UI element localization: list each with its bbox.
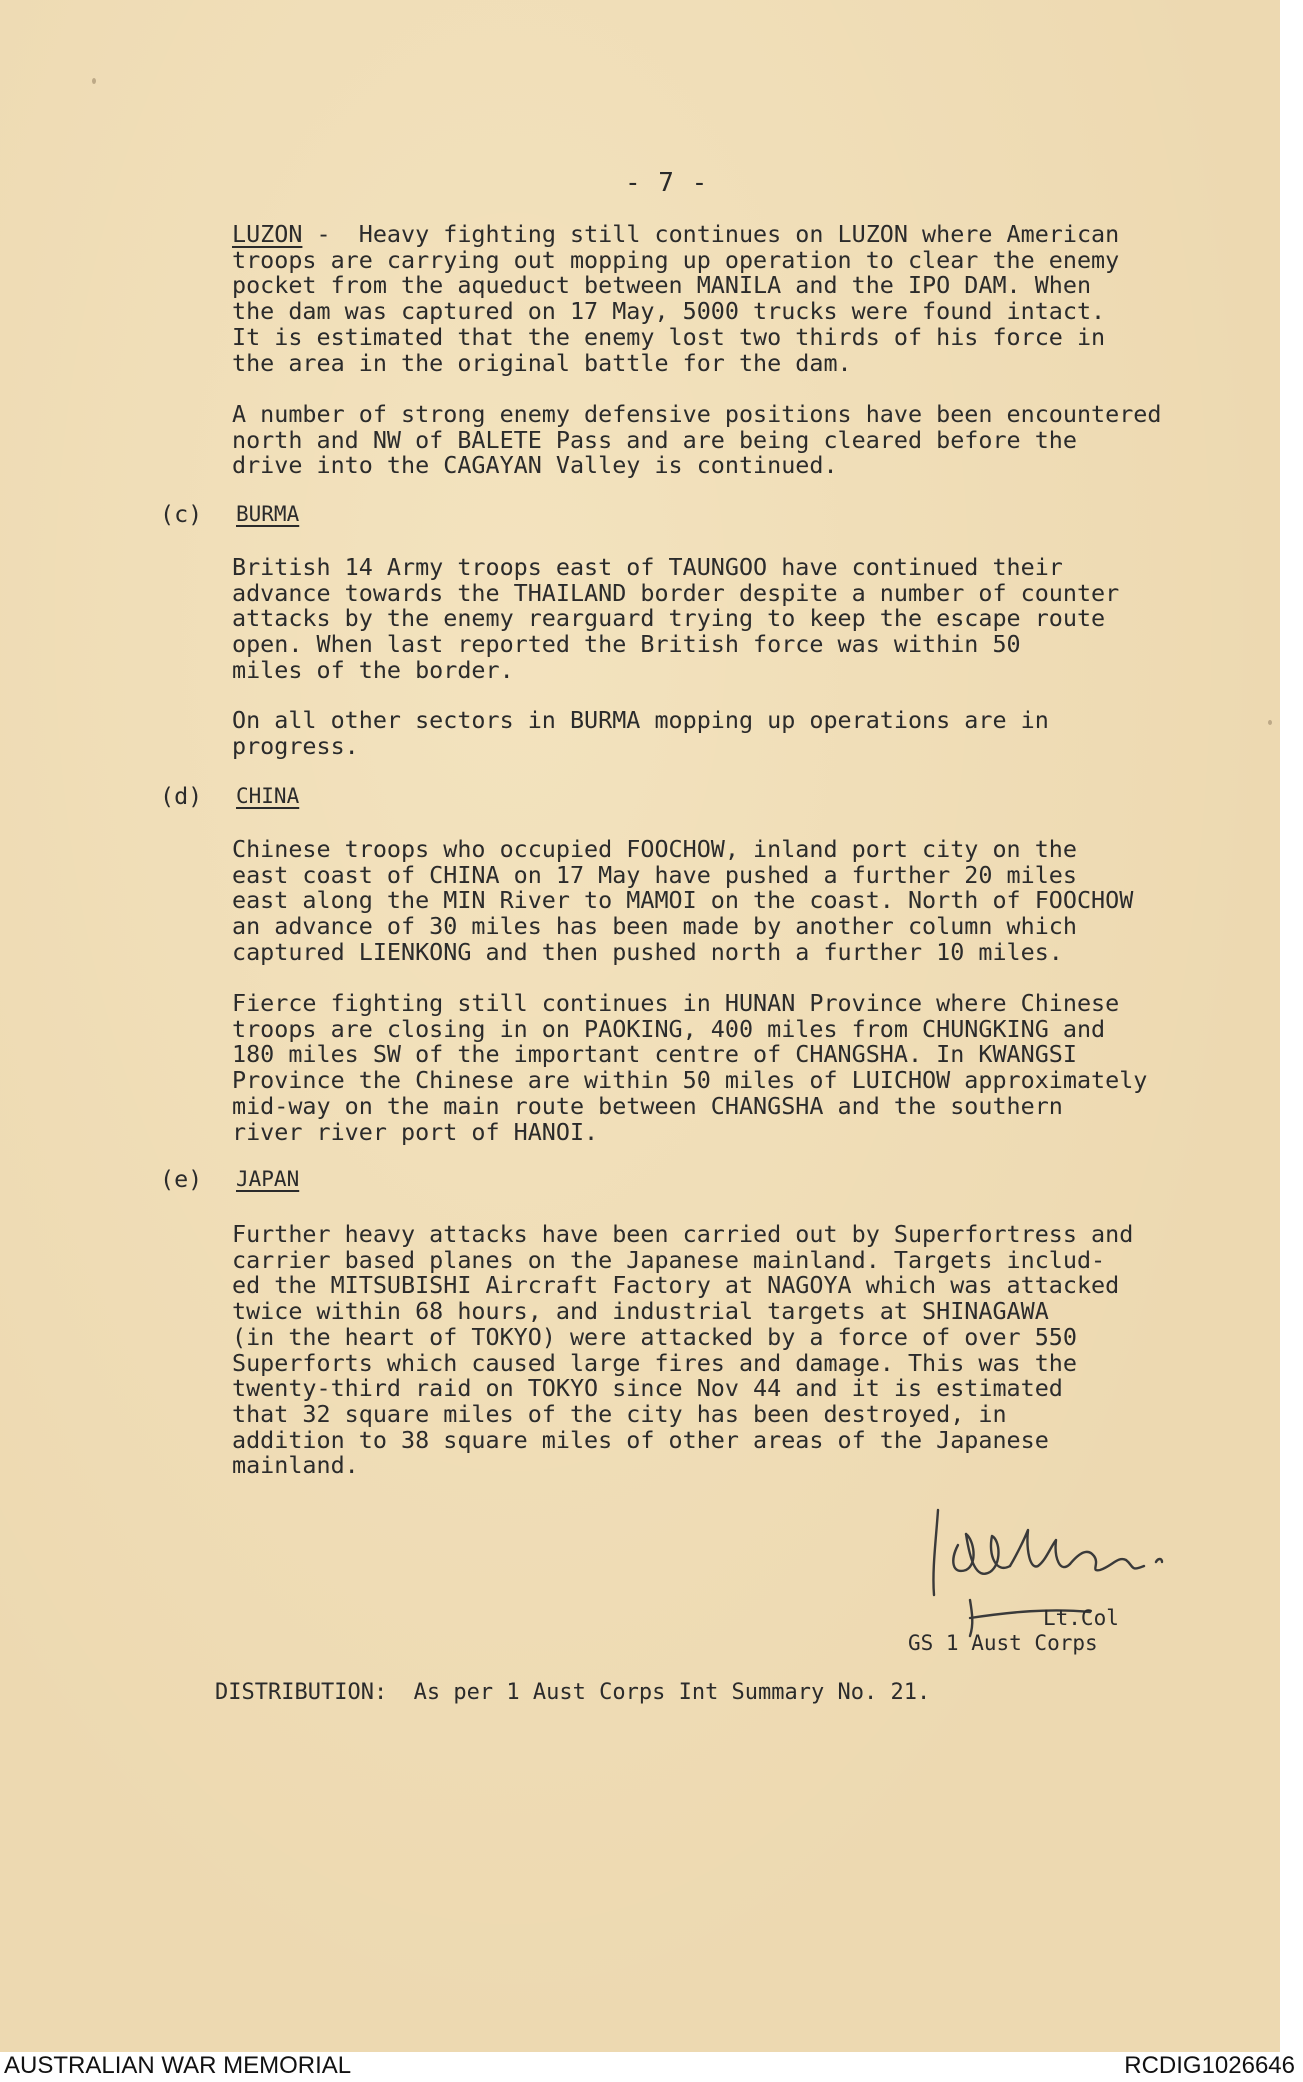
section-letter-d: (d) <box>160 782 203 810</box>
japan-paragraph-1: Further heavy attacks have been carried out by Superfortress and carrier based planes on the Japanese mainland. Targets includ- ed the MITSUBISHI Aircraft Factory at NAGOYA which was attacked twice within 68 hours, and industrial targets at SHINAGAWA (in the heart of TOKYO) were attacked by a force of over 550 Superforts which caused large fires and damage. This was the twenty-third raid on TOKYO since Nov 44 and it is estimated that 32 square miles of the city has been destroyed, in addition to 38 square miles of other areas of the Japanese mainland. <box>232 1220 1134 1480</box>
page-number: - 7 - <box>625 168 709 198</box>
distribution-line: DISTRIBUTION: As per 1 Aust Corps Int Summary No. 21. <box>215 1680 931 1705</box>
luzon-paragraph-1-rest: troops are carrying out mopping up operation to clear the enemy pocket from the aqueduct between MANILA and the IPO DAM. When the dam was captured on 17 May, 5000 trucks were found intact. It is estimated that the enemy lost two thirds of his force in the area in the original battle for the dam. <box>232 245 1120 377</box>
japan-heading: JAPAN <box>236 1167 300 1191</box>
signature-rank: Lt.Col <box>1043 1606 1119 1630</box>
luzon-heading: LUZON <box>232 220 303 248</box>
luzon-paragraph-2: A number of strong enemy defensive positions have been encountered north and NW of BALETE Pass and are being cleared before the drive into the CAGAYAN Valley is continued. <box>232 400 1162 480</box>
footer-archive-name: AUSTRALIAN WAR MEMORIAL <box>4 2052 352 2079</box>
burma-heading: BURMA <box>236 502 300 526</box>
burma-paragraph-2: On all other sectors in BURMA mopping up operations are in progress. <box>232 706 1049 760</box>
burma-paragraph-1: British 14 Army troops east of TAUNGOO have continued their advance towards the THAILAND border despite a number of counter attacks by the enemy rearguard trying to keep the escape route open. When last reported the British force was within 50 miles of the border. <box>232 553 1120 684</box>
luzon-paragraph-1-first-line: - Heavy fighting still continues on LUZON where American <box>302 220 1120 248</box>
section-letter-c: (c) <box>160 500 203 528</box>
china-paragraph-2: Fierce fighting still continues in HUNAN Province where Chinese troops are closing in on PAOKING, 400 miles from CHUNGKING and 180 miles SW of the important centre of CHANGSHA. In KWANGSI Province the Chinese are within 50 miles of LUICHOW approximately mid-way on the main route between CHANGSHA and the southern river river port of HANOI. <box>232 989 1148 1146</box>
luzon-paragraph-1 <box>232 222 1252 376</box>
section-letter-e: (e) <box>160 1165 203 1193</box>
china-heading: CHINA <box>236 784 300 808</box>
paper-speck <box>1268 720 1272 725</box>
paper-speck <box>92 78 96 84</box>
china-paragraph-1: Chinese troops who occupied FOOCHOW, inland port city on the east coast of CHINA on 17 May have pushed a further 20 miles east along the MIN River to MAMOI on the coast. North of FOOCHOW an advance of 30 miles has been made by another column which captured LIENKONG and then pushed north a further 10 miles. <box>232 835 1134 966</box>
footer-record-id: RCDIG1026646 <box>1124 2052 1295 2079</box>
signature-unit: GS 1 Aust Corps <box>908 1631 1098 1655</box>
